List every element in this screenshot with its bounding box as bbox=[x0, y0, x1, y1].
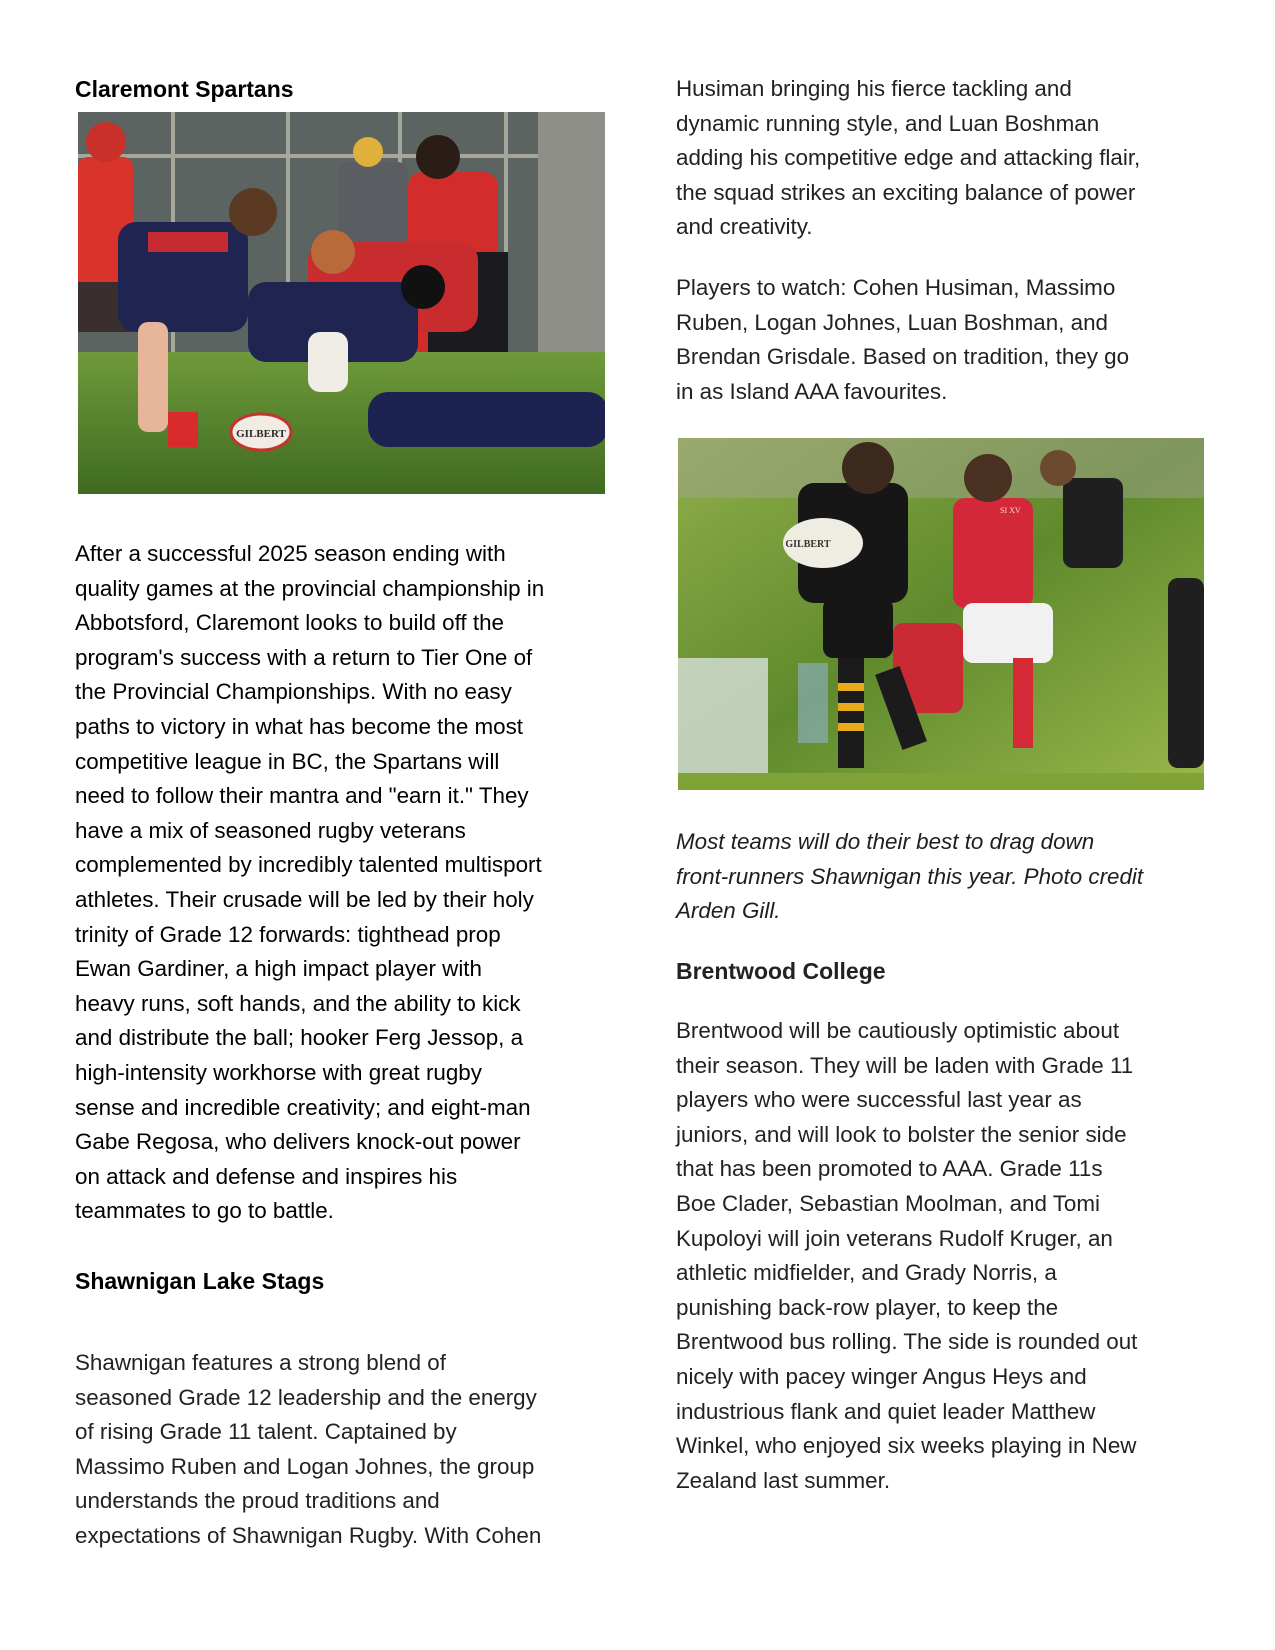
shawnigan-heading: Shawnigan Lake Stags bbox=[75, 1268, 325, 1294]
paragraph-line: athletic midfielder, and Grady Norris, a bbox=[676, 1260, 1057, 1286]
paragraph-line: the Provincial Championships. With no easy bbox=[75, 679, 512, 705]
paragraph-line: competitive league in BC, the Spartans will bbox=[75, 748, 500, 774]
claremont-heading: Claremont Spartans bbox=[75, 76, 294, 102]
caption-line: Arden Gill. bbox=[676, 898, 781, 924]
paragraph-line: and creativity. bbox=[676, 214, 813, 240]
shawnigan-photo-jersey-text: SI XV bbox=[1000, 506, 1021, 515]
paragraph-line: in as Island AAA favourites. bbox=[676, 378, 948, 404]
paragraph-line: Gabe Regosa, who delivers knock-out power bbox=[75, 1129, 521, 1155]
paragraph-line: Brentwood bus rolling. The side is rounded out bbox=[676, 1329, 1138, 1355]
brentwood-paragraph bbox=[676, 1014, 1216, 1498]
paragraph-line: Abbotsford, Claremont looks to build off the bbox=[75, 610, 504, 636]
shawnigan-photo-ball-text: GILBERT bbox=[785, 539, 831, 550]
paragraph-line: industrious flank and quiet leader Matthew bbox=[676, 1398, 1096, 1424]
paragraph-line: understands the proud traditions and bbox=[75, 1488, 440, 1514]
paragraph-line: Brentwood will be cautiously optimistic about bbox=[676, 1018, 1120, 1043]
paragraph-line: need to follow their mantra and "earn it." They bbox=[75, 783, 529, 809]
paragraph-line: Zealand last summer. bbox=[676, 1467, 891, 1493]
paragraph-line: Massimo Ruben and Logan Johnes, the group bbox=[75, 1453, 535, 1479]
paragraph-line: the squad strikes an exciting balance of power bbox=[676, 179, 1136, 205]
paragraph-line: After a successful 2025 season ending with bbox=[75, 541, 506, 566]
paragraph-line: Players to watch: Cohen Husiman, Massimo bbox=[676, 275, 1116, 300]
paragraph-line: nicely with pacey winger Angus Heys and bbox=[676, 1363, 1087, 1389]
paragraph-line: Winkel, who enjoyed six weeks playing in New bbox=[676, 1433, 1137, 1459]
paragraph-line: have a mix of seasoned rugby veterans bbox=[75, 817, 466, 843]
paragraph-line: their season. They will be laden with Grade 11 bbox=[676, 1052, 1134, 1078]
caption-line: Most teams will do their best to drag down bbox=[676, 829, 1095, 854]
paragraph-line: expectations of Shawnigan Rugby. With Cohen bbox=[75, 1522, 542, 1548]
paragraph-line: Ruben, Logan Johnes, Luan Boshman, and bbox=[676, 309, 1108, 335]
shawnigan-paragraph bbox=[75, 1346, 615, 1554]
paragraph-line: seasoned Grade 12 leadership and the energy bbox=[75, 1384, 537, 1410]
shawnigan-continued-paragraph bbox=[676, 72, 1216, 245]
paragraph-line: quality games at the provincial championship in bbox=[75, 575, 545, 601]
photo-caption bbox=[676, 825, 1216, 929]
paragraph-line: Shawnigan features a strong blend of bbox=[75, 1350, 446, 1375]
paragraph-line: on attack and defense and inspires his bbox=[75, 1163, 458, 1189]
claremont-photo bbox=[78, 112, 605, 494]
paragraph-line: Kupoloyi will join veterans Rudolf Kruger, an bbox=[676, 1225, 1113, 1251]
shawnigan-photo bbox=[678, 438, 1204, 790]
caption-line: front-runners Shawnigan this year. Photo credit bbox=[676, 863, 1144, 889]
paragraph-line: punishing back-row player, to keep the bbox=[676, 1294, 1059, 1320]
paragraph-line: dynamic running style, and Luan Boshman bbox=[676, 110, 1100, 136]
paragraph-line: adding his competitive edge and attacking flair, bbox=[676, 145, 1141, 171]
paragraph-line: high-intensity workhorse with great rugby bbox=[75, 1059, 482, 1085]
paragraph-line: Brendan Grisdale. Based on tradition, they go bbox=[676, 344, 1130, 370]
paragraph-line: heavy runs, soft hands, and the ability to kick bbox=[75, 990, 521, 1016]
paragraph-line: and distribute the ball; hooker Ferg Jessop, a bbox=[75, 1025, 524, 1051]
paragraph-line: trinity of Grade 12 forwards: tighthead prop bbox=[75, 921, 501, 947]
paragraph-line: complemented by incredibly talented multisport bbox=[75, 852, 542, 878]
paragraph-line: Ewan Gardiner, a high impact player with bbox=[75, 956, 482, 982]
claremont-photo-ball-text: GILBERT bbox=[236, 428, 286, 440]
paragraph-line: Husiman bringing his fierce tackling and bbox=[676, 76, 1072, 101]
paragraph-line: program's success with a return to Tier One of bbox=[75, 644, 533, 670]
paragraph-line: players who were successful last year as bbox=[676, 1087, 1082, 1113]
paragraph-line: of rising Grade 11 talent. Captained by bbox=[75, 1419, 457, 1445]
shawnigan-photo-image bbox=[678, 438, 1204, 790]
claremont-paragraph bbox=[75, 537, 615, 1229]
claremont-photo-image bbox=[78, 112, 605, 494]
paragraph-line: Boe Clader, Sebastian Moolman, and Tomi bbox=[676, 1190, 1101, 1216]
paragraph-line: paths to victory in what has become the most bbox=[75, 713, 524, 739]
paragraph-line: athletes. Their crusade will be led by their holy bbox=[75, 886, 534, 912]
players-to-watch-paragraph bbox=[676, 271, 1216, 409]
paragraph-line: juniors, and will look to bolster the senior side bbox=[676, 1121, 1127, 1147]
paragraph-line: that has been promoted to AAA. Grade 11s bbox=[676, 1156, 1103, 1182]
paragraph-line: teammates to go to battle. bbox=[75, 1198, 334, 1224]
brentwood-heading: Brentwood College bbox=[676, 958, 886, 984]
paragraph-line: sense and incredible creativity; and eight-man bbox=[75, 1094, 531, 1120]
